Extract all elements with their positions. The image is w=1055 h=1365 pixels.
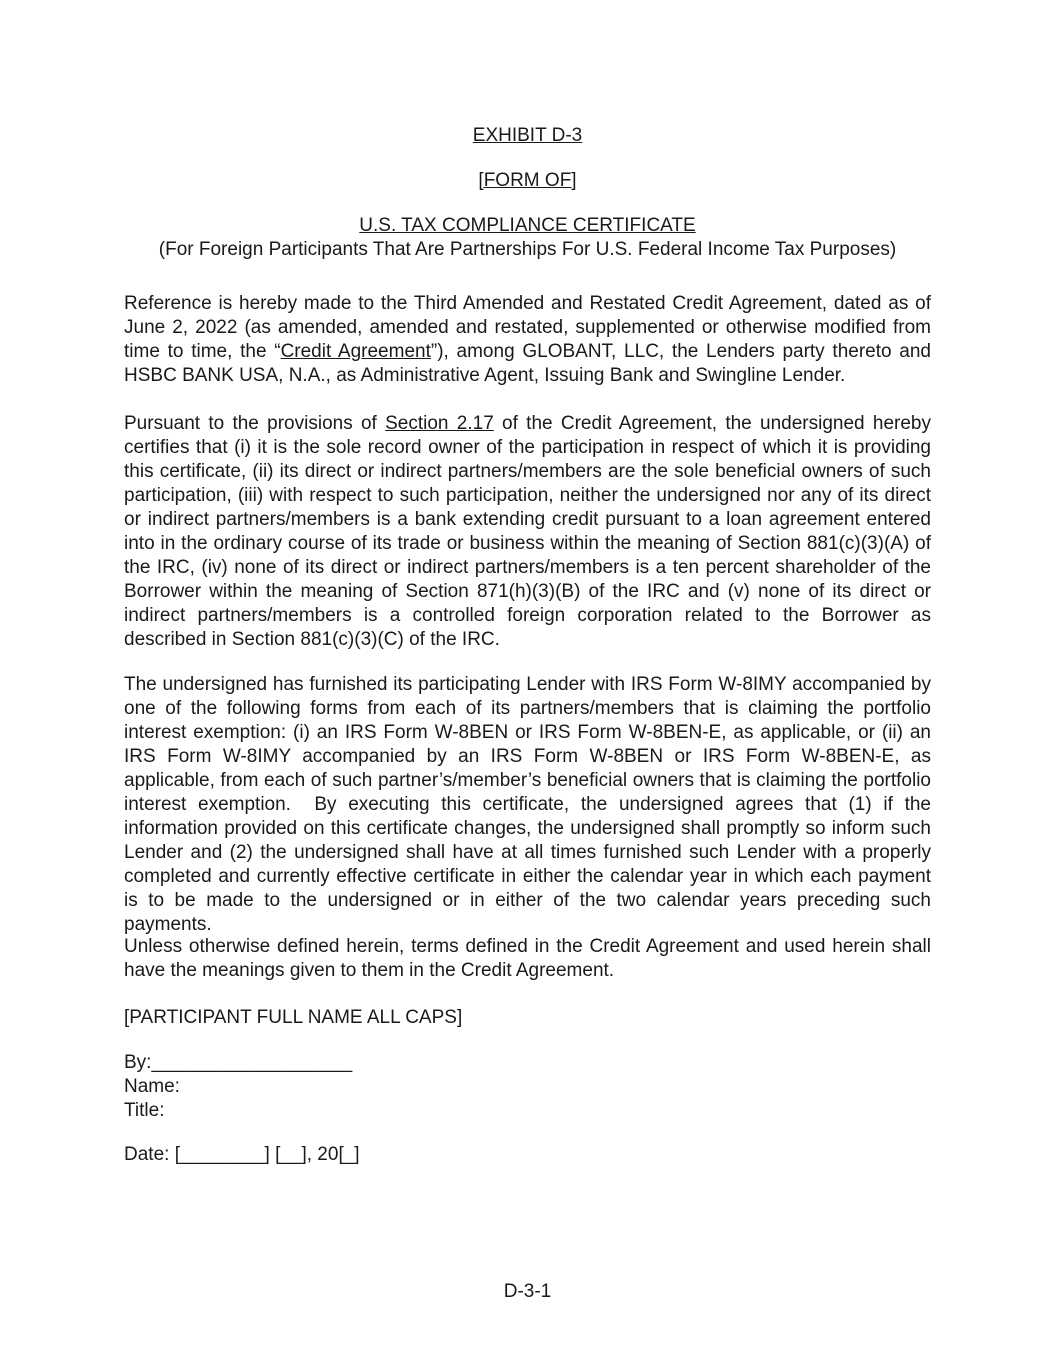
forms-paragraph: The undersigned has furnished its participating Lender with IRS Form W-8IMY accompanied by one of the following forms from each of its partners/members that is claiming the portfolio interest exemption: (i) an IRS Form W-8BEN or IRS Form W-8BEN-E, as applicable, or (ii) an IRS Form W-8IMY accompanied by an IRS Form W-8BEN or IRS Form W-8BEN-E, as applicable, from each of such partner’s/member’s beneficial owners that is claiming the portfolio interest exemption. By executing this certificate, the undersigned agrees that (1) if the information provided on this certificate changes, the undersigned shall promptly so inform such Lender and (2) the undersigned shall have at all times furnished such Lender with a properly completed and currently effective certificate in either the calendar year in which each payment is to be made to the undersigned or in either of the two calendar years preceding such payments. [124,674,931,935]
signature-by-line: By:___________________ [124,1052,353,1073]
certification-paragraph [124,412,931,652]
form-of-label: [FORM OF] [478,170,577,191]
certification-text-start: Pursuant to the provisions of [124,413,386,434]
participant-name-placeholder: [PARTICIPANT FULL NAME ALL CAPS] [124,1007,463,1028]
date-line: Date: [________] [__], 20[_] [124,1144,360,1165]
page-number: D-3-1 [503,1281,552,1302]
signature-name-label: Name: [124,1076,180,1097]
exhibit-heading [0,124,1055,148]
certificate-subtitle: (For Foreign Participants That Are Partnerships For U.S. Federal Income Tax Purposes) [158,239,897,260]
credit-agreement-term: Credit Agreement [280,341,431,362]
signature-title-label: Title: [124,1100,165,1121]
definitions-paragraph: Unless otherwise defined herein, terms defined in the Credit Agreement and used herein shall have the meanings given to them in the Credit Agreement. [124,936,931,981]
certificate-title [0,214,1055,238]
certification-text-end: of the Credit Agreement, the undersigned hereby certifies that (i) it is the sole record owner of the participation in respect of which it is providing this certificate, (ii) its direct or indirect partners/members are the sole beneficial owners of such participation, (iii) with respect to such participation, neither the undersigned nor any of its direct or indirect partners/members is a bank extending credit pursuant to a loan agreement entered into in the ordinary course of its trade or business within the meaning of Section 881(c)(3)(A) of the IRC, (iv) none of its direct or indirect partners/members is a ten percent shareholder of the Borrower within the meaning of Section 871(h)(3)(B) of the IRC and (v) none of its direct or indirect partners/members is a controlled foreign corporation related to the Borrower as described in Section 881(c)(3)(C) of the IRC. [124,413,931,650]
exhibit-label: EXHIBIT D-3 [472,125,583,146]
form-of-heading [0,169,1055,193]
section-reference: Section 2.17 [385,413,494,434]
reference-paragraph [124,292,931,388]
reference-text-end: ”), among GLOBANT, LLC, the Lenders party thereto and HSBC BANK USA, N.A., as Administrative Agent, Issuing Bank and Swingline Lender. [124,341,931,386]
reference-text-start: Reference is hereby made to the Third Amended and Restated Credit Agreement, dated as of June 2, 2022 (as amended, amended and restated, supplemented or otherwise modified from time to time, the “ [124,293,931,362]
certificate-title-text: U.S. TAX COMPLIANCE CERTIFICATE [359,215,696,236]
